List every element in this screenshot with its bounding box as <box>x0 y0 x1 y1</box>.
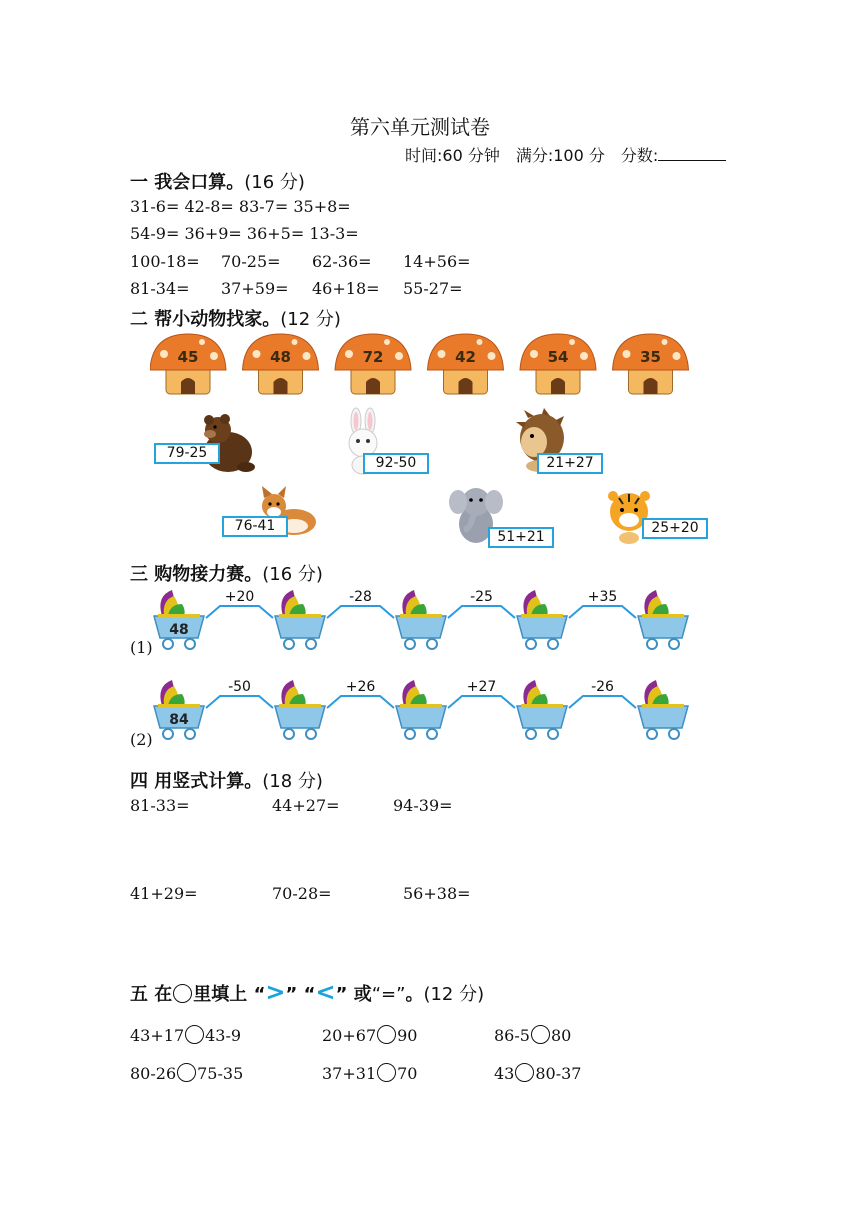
exam-meta <box>405 143 726 166</box>
animal-expr-bear: 79-25 <box>154 443 220 464</box>
quote: ” <box>285 984 298 1005</box>
mushroom-house <box>613 334 689 394</box>
shopping-cart-icon <box>638 680 688 739</box>
problem: 70-28= <box>272 884 332 903</box>
section-5-mid: 里填上 <box>193 984 248 1005</box>
section-3-title: 三 购物接力赛。 <box>130 564 263 585</box>
compare-right: 43-9 <box>205 1026 242 1045</box>
compare-item <box>322 1063 417 1083</box>
relay-operation: -50 <box>228 679 251 695</box>
house-number: 42 <box>455 348 476 366</box>
compare-item <box>494 1063 581 1083</box>
relay-operation: +26 <box>345 679 376 695</box>
problem: 42-8= <box>184 197 234 216</box>
compare-circle[interactable] <box>177 1063 196 1082</box>
compare-item <box>130 1063 243 1083</box>
problem: 83-7= <box>238 197 289 216</box>
section-1-heading <box>130 168 305 194</box>
section-2-heading <box>130 305 341 331</box>
section-5-heading <box>130 978 484 1006</box>
relay-operation: -26 <box>591 679 614 695</box>
compare-item <box>130 1025 241 1045</box>
problem: 35+8= <box>293 197 351 216</box>
relay-operation: +20 <box>224 589 255 605</box>
compare-left: 37+31 <box>322 1064 377 1083</box>
shopping-cart-icon <box>154 680 204 739</box>
house-number: 45 <box>177 348 199 366</box>
compare-right: 90 <box>397 1026 418 1045</box>
section-4-title: 四 用竖式计算。 <box>130 771 263 792</box>
animal-expr-elephant: 51+21 <box>488 527 554 548</box>
relay-operation: +27 <box>466 679 497 695</box>
relay-operation: +35 <box>587 589 618 605</box>
problem: 31-6= <box>130 197 180 216</box>
relay-operation: -28 <box>349 589 372 605</box>
compare-right: 80-37 <box>535 1064 582 1083</box>
relay-connector <box>569 696 636 708</box>
section-3-points: (16 分) <box>262 564 323 585</box>
problem: 81-34= <box>130 279 190 298</box>
problem: 36+5= <box>246 224 305 243</box>
mushroom-house <box>243 334 319 394</box>
section-1-points: (16 分) <box>244 172 305 193</box>
relay-connector <box>327 606 394 618</box>
section-2-points: (12 分) <box>280 309 341 330</box>
shopping-cart-icon <box>396 590 446 649</box>
exam-meta-text: 时间:60 分钟 满分:100 分 分数: <box>405 146 659 165</box>
animal-expr-rabbit: 92-50 <box>363 453 429 474</box>
score-blank[interactable] <box>658 146 726 161</box>
compare-item <box>322 1025 417 1045</box>
problem: 56+38= <box>403 884 471 903</box>
compare-left: 43+17 <box>130 1026 185 1045</box>
relay-connector <box>206 696 273 708</box>
quote: ” <box>335 984 348 1005</box>
section-2-title: 二 帮小动物找家。 <box>130 309 281 330</box>
compare-right: 70 <box>397 1064 418 1083</box>
problem: 54-9= <box>130 224 180 243</box>
compare-circle[interactable] <box>531 1025 550 1044</box>
shopping-cart-icon <box>154 590 204 649</box>
section-5-points: (12 分) <box>423 984 485 1005</box>
house-number: 35 <box>640 348 661 366</box>
problem: 41+29= <box>130 884 198 903</box>
relay-connector <box>327 696 394 708</box>
shopping-relay-chain-2 <box>150 676 710 746</box>
mushroom-houses <box>150 332 710 402</box>
greater-than-symbol: > <box>265 978 286 1006</box>
chain-1-label: (1) <box>130 638 153 657</box>
shopping-cart-icon <box>275 590 325 649</box>
house-number: 48 <box>270 348 291 366</box>
shopping-cart-icon <box>275 680 325 739</box>
chain-2-label: (2) <box>130 730 153 749</box>
problem: 70-25= <box>221 252 281 271</box>
start-amount: 84 <box>169 712 189 728</box>
shopping-cart-icon <box>517 590 567 649</box>
shopping-relay-chain-1 <box>150 586 710 656</box>
problem: 37+59= <box>221 279 289 298</box>
problem: 81-33= <box>130 796 190 815</box>
circle-icon <box>173 984 192 1003</box>
mushroom-house <box>520 334 596 394</box>
problem: 94-39= <box>393 796 453 815</box>
problem: 36+9= <box>184 224 242 243</box>
problem: 55-27= <box>403 279 463 298</box>
section-4-heading <box>130 767 323 793</box>
house-number: 54 <box>547 348 569 366</box>
compare-item <box>494 1025 571 1045</box>
compare-circle[interactable] <box>377 1063 396 1082</box>
problem: 13-3= <box>309 224 359 243</box>
problem: 62-36= <box>312 252 372 271</box>
section-4-points: (18 分) <box>262 771 323 792</box>
relay-connector <box>448 606 515 618</box>
compare-circle[interactable] <box>377 1025 396 1044</box>
page-title: 第六单元测试卷 <box>350 115 490 139</box>
relay-connector <box>569 606 636 618</box>
shopping-cart-icon <box>517 680 567 739</box>
compare-circle[interactable] <box>185 1025 204 1044</box>
less-than-symbol: < <box>315 978 336 1006</box>
problem: 14+56= <box>403 252 471 271</box>
period: 。 <box>405 984 424 1005</box>
compare-left: 80-26 <box>130 1064 177 1083</box>
animal-expr-hedgehog: 21+27 <box>537 453 603 474</box>
mushroom-house <box>335 334 411 394</box>
compare-right: 75-35 <box>197 1064 244 1083</box>
or-text: 或 <box>353 984 372 1005</box>
mushroom-house <box>150 334 226 394</box>
compare-left: 43 <box>494 1064 515 1083</box>
s1-row-2 <box>130 224 359 243</box>
mushroom-house <box>428 334 504 394</box>
shopping-cart-icon <box>396 680 446 739</box>
compare-left: 20+67 <box>322 1026 377 1045</box>
relay-connector <box>206 606 273 618</box>
problem: 100-18= <box>130 252 200 271</box>
equals-symbol: “=” <box>371 984 406 1005</box>
relay-operation: -25 <box>470 589 493 605</box>
shopping-cart-icon <box>638 590 688 649</box>
quote: “ <box>303 984 316 1005</box>
start-amount: 48 <box>169 622 189 638</box>
compare-right: 80 <box>550 1026 572 1045</box>
animal-expr-tiger: 25+20 <box>642 518 708 539</box>
compare-left: 86-5 <box>494 1026 530 1045</box>
compare-circle[interactable] <box>515 1063 534 1082</box>
s1-row-1 <box>130 197 351 216</box>
quote: “ <box>253 984 266 1005</box>
problem: 44+27= <box>272 796 340 815</box>
animal-expr-dog: 76-41 <box>222 516 288 537</box>
relay-connector <box>448 696 515 708</box>
problem: 46+18= <box>312 279 380 298</box>
section-1-title: 一 我会口算。 <box>130 172 245 193</box>
section-5-prefix: 五 在 <box>130 984 173 1005</box>
house-number: 72 <box>362 348 384 366</box>
section-3-heading <box>130 560 323 586</box>
